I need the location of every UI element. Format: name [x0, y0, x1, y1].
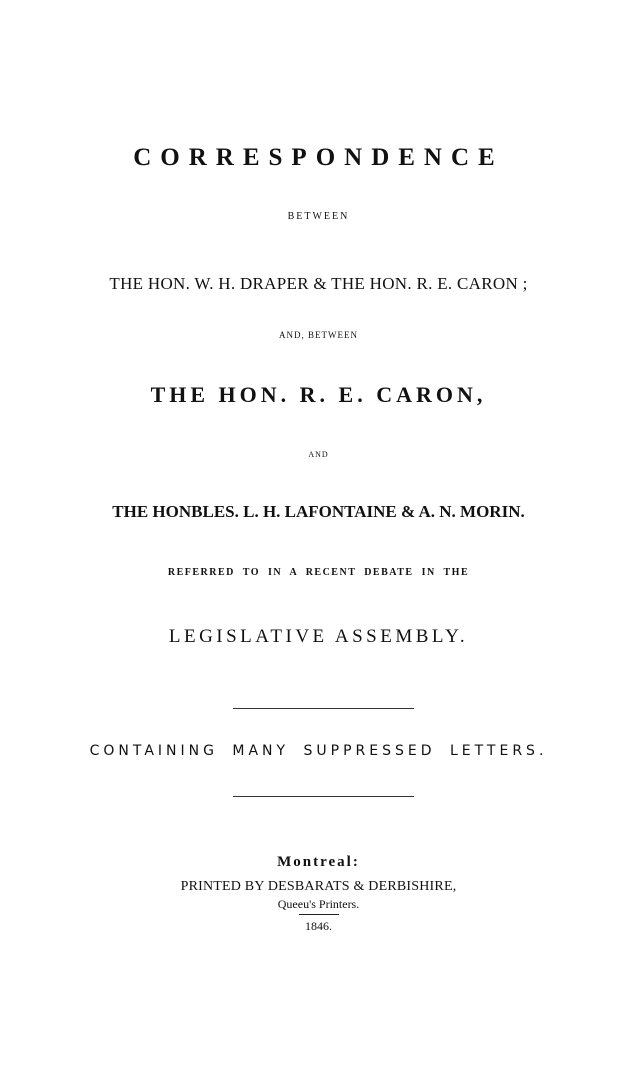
divider-rule: [233, 796, 414, 797]
parties-line-1: THE HON. W. H. DRAPER & THE HON. R. E. CARON ;: [109, 274, 528, 293]
imprint-role: Queeu's Printers.: [277, 897, 360, 911]
parties-line-2: THE HONBLES. L. H. LAFONTAINE & A. N. MORIN.: [112, 502, 525, 521]
referred-line: REFERRED TO IN A RECENT DEBATE IN THE: [167, 567, 470, 578]
imprint-printer: PRINTED BY DESBARATS & DERBISHIRE,: [180, 879, 457, 894]
party-caron: THE HON. R. E. CARON,: [150, 382, 487, 407]
and-between-label: AND, BETWEEN: [279, 330, 358, 340]
imprint-rule: [299, 914, 339, 915]
containing-line: CONTAINING MANY SUPPRESSED LETTERS.: [89, 743, 548, 759]
imprint-year: 1846.: [305, 919, 332, 933]
between-label: BETWEEN: [287, 211, 350, 222]
imprint-city: Montreal:: [277, 854, 360, 870]
assembly-line: LEGISLATIVE ASSEMBLY.: [168, 626, 469, 647]
page-title: CORRESPONDENCE: [133, 144, 504, 171]
and-label: AND: [308, 450, 329, 459]
divider-rule: [233, 708, 414, 709]
